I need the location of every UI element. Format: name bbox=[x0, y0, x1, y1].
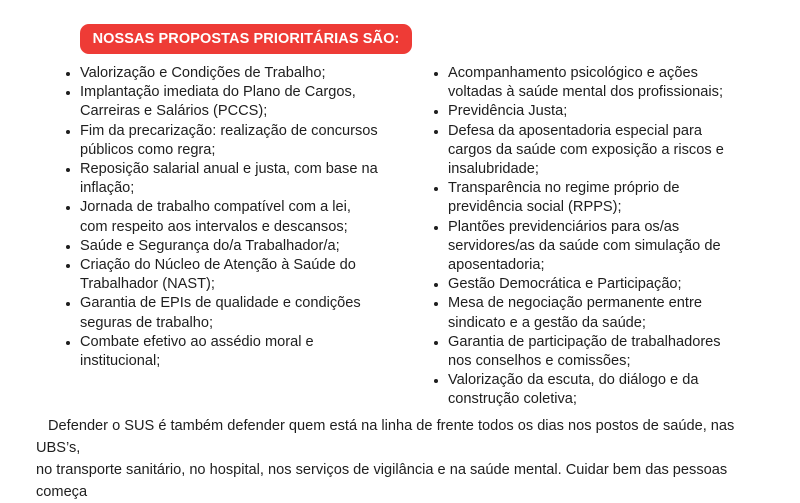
item-line: inflação; bbox=[80, 180, 135, 197]
item-line: Transparência no regime próprio de bbox=[448, 180, 680, 197]
item-line: voltadas à saúde mental dos profissionais; bbox=[448, 84, 724, 101]
item-line: Combate efetivo ao assédio moral e bbox=[80, 333, 314, 350]
item-line: Valorização e Condições de Trabalho; bbox=[80, 65, 326, 81]
item-line: seguras de trabalho; bbox=[80, 314, 214, 331]
item-line: previdência social (RPPS); bbox=[448, 199, 622, 216]
item-line: aposentadoria; bbox=[448, 257, 545, 274]
item-line: Implantação imediata do Plano de Cargos, bbox=[80, 84, 356, 101]
list-item bbox=[80, 83, 400, 121]
item-line: Plantões previdenciários para os/as bbox=[448, 218, 680, 235]
list-item bbox=[80, 256, 400, 294]
proposals-list-left bbox=[64, 64, 400, 371]
item-line: Acompanhamento psicológico e ações bbox=[448, 65, 698, 81]
item-line: Mesa de negociação permanente entre bbox=[448, 295, 702, 312]
list-item bbox=[448, 179, 748, 217]
item-line: Carreiras e Salários (PCCS); bbox=[80, 103, 268, 120]
item-line: com respeito aos intervalos e descansos; bbox=[80, 218, 348, 235]
item-line: Defesa da aposentadoria especial para bbox=[448, 122, 702, 139]
item-line: nos conselhos e comissões; bbox=[448, 353, 631, 370]
item-line: Gestão Democrática e Participação; bbox=[448, 276, 682, 293]
list-item bbox=[80, 198, 400, 236]
item-line: Criação do Núcleo de Atenção à Saúde do bbox=[80, 257, 356, 274]
item-line: Garantia de EPIs de qualidade e condições bbox=[80, 295, 361, 312]
closing-line: Defender o SUS é também defender quem está na linha de frente todos os dias nos postos de saúde, nas UBS’s, bbox=[36, 418, 735, 456]
list-item bbox=[448, 122, 748, 180]
item-line: Fim da precarização: realização de concursos bbox=[80, 122, 378, 139]
closing-paragraph bbox=[36, 415, 776, 503]
list-item bbox=[448, 333, 748, 371]
list-item bbox=[80, 64, 400, 83]
list-item bbox=[80, 237, 400, 256]
item-line: públicos como regra; bbox=[80, 141, 216, 158]
section-title-banner: NOSSAS PROPOSTAS PRIORITÁRIAS SÃO: bbox=[80, 24, 412, 54]
item-line: insalubridade; bbox=[448, 161, 539, 178]
item-line: Trabalhador (NAST); bbox=[80, 276, 215, 293]
item-line: Garantia de participação de trabalhadores bbox=[448, 333, 721, 350]
item-line: Previdência Justa; bbox=[448, 103, 568, 120]
closing-line: no transporte sanitário, no hospital, nos serviços de vigilância e na saúde mental. Cuidar bem das pessoas começa bbox=[36, 462, 728, 500]
item-line: Jornada de trabalho compatível com a lei, bbox=[80, 199, 351, 216]
list-item bbox=[448, 218, 748, 276]
list-item bbox=[80, 160, 400, 198]
item-line: cargos da saúde com exposição a riscos e bbox=[448, 141, 724, 158]
list-item bbox=[80, 333, 400, 371]
proposals-list-right bbox=[432, 64, 748, 410]
item-line: Valorização da escuta, do diálogo e da bbox=[448, 372, 699, 389]
list-item bbox=[80, 294, 400, 332]
item-line: Saúde e Segurança do/a Trabalhador/a; bbox=[80, 237, 340, 254]
list-item bbox=[448, 275, 748, 294]
item-line: construção coletiva; bbox=[448, 391, 577, 408]
list-item bbox=[448, 371, 748, 409]
item-line: Reposição salarial anual e justa, com base na bbox=[80, 161, 378, 178]
list-item bbox=[448, 64, 748, 102]
list-item bbox=[80, 122, 400, 160]
list-item bbox=[448, 102, 748, 121]
item-line: institucional; bbox=[80, 353, 161, 370]
item-line: sindicato e a gestão da saúde; bbox=[448, 314, 646, 331]
list-item bbox=[448, 294, 748, 332]
item-line: servidores/as da saúde com simulação de bbox=[448, 237, 721, 254]
